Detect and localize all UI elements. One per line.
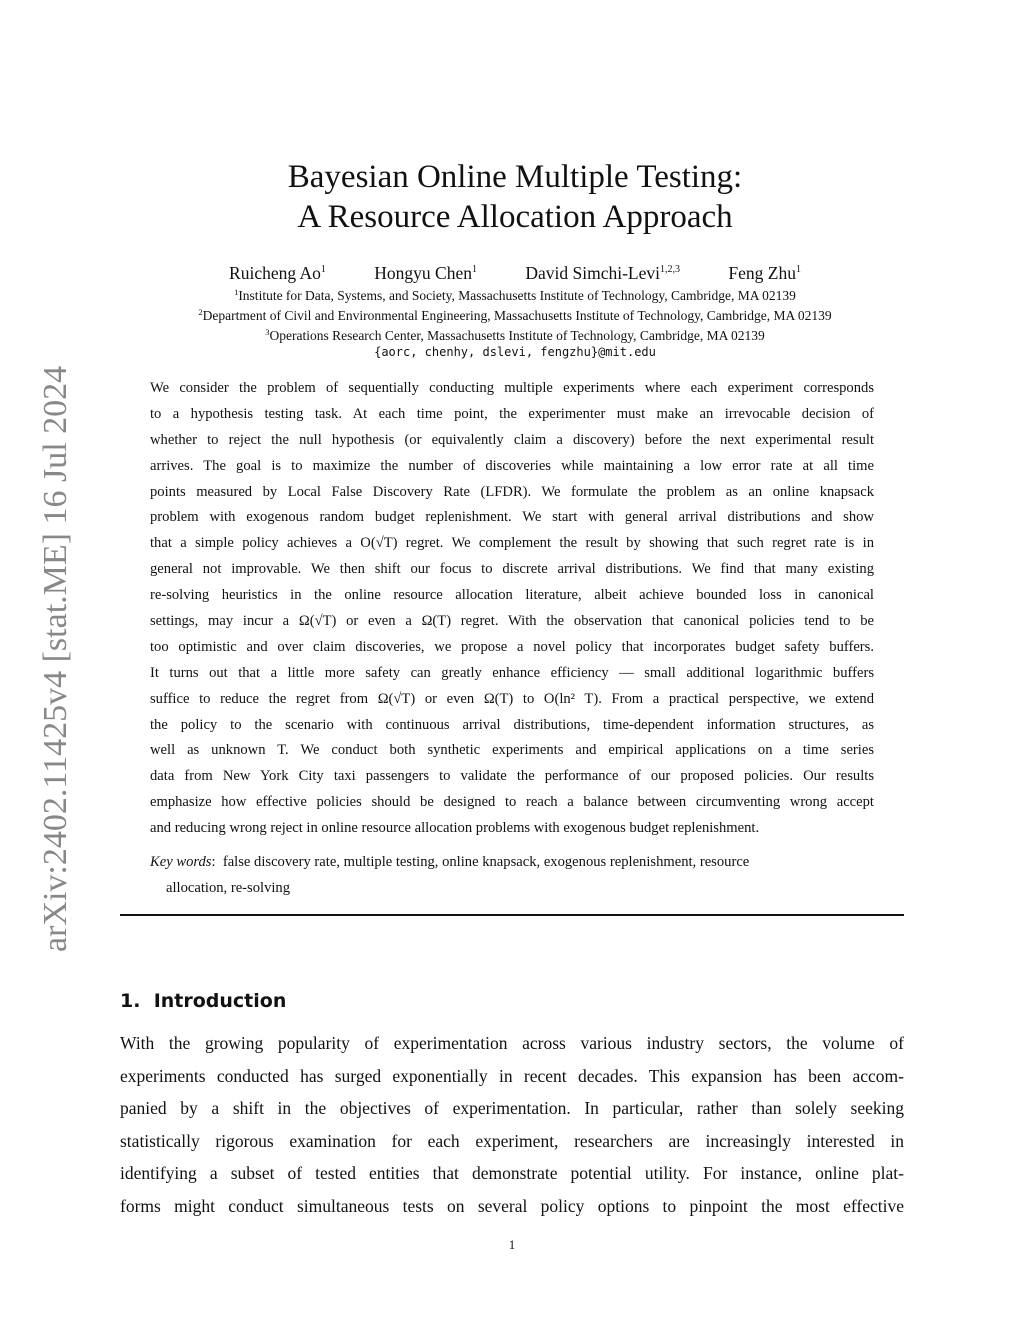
- keywords-text: false discovery rate, multiple testing, online knapsack, exogenous replenishment, resource: [222, 854, 750, 870]
- abstract-line: well as unknown T. We conduct both synthetic experiments and empirical applications on a time series: [150, 742, 874, 759]
- keywords-label: Key words: [150, 854, 212, 870]
- author-emails[interactable]: {aorc, chenhy, dslevi, fengzhu}@mit.edu: [374, 345, 656, 359]
- abstract-line: settings, may incur a Ω(√T) or even a Ω(T) regret. With the observation that canonical policies tend to be: [150, 613, 874, 630]
- introduction-body: [120, 1027, 904, 1223]
- abstract-line: problem with exogenous random budget replenishment. We start with general arrival distributions and show: [150, 509, 874, 526]
- affiliations: [120, 284, 910, 360]
- body-line: experiments conducted has surged exponentially in recent decades. This expansion has been accom-: [120, 1065, 904, 1086]
- author: Ruicheng Ao$^1$: [229, 263, 326, 283]
- abstract-line: We consider the problem of sequentially conducting multiple experiments where each experiment corresponds: [150, 380, 874, 396]
- abstract-line: to a hypothesis testing task. At each time point, the experimenter must make an irrevocable decision of: [150, 405, 874, 422]
- author: Feng Zhu$^1$: [728, 263, 801, 283]
- title-line-2: A Resource Allocation Approach: [297, 199, 733, 235]
- section-heading: [120, 988, 286, 1014]
- keywords: [150, 850, 874, 902]
- abstract-line: the policy to the scenario with continuous arrival distributions, time-dependent information structures, as: [150, 716, 874, 733]
- author: Hongyu Chen$^1$: [374, 263, 477, 283]
- keywords-first-line: Key words: false discovery rate, multiple testing, online knapsack, exogenous replenishment, resource: [150, 854, 750, 870]
- abstract-line: It turns out that a little more safety can greatly enhance efficiency — small additional logarithmic buffers: [150, 664, 874, 681]
- body-line: panied by a shift in the objectives of experimentation. In particular, rather than solely seeking: [120, 1098, 904, 1119]
- section-title: Introduction: [153, 990, 287, 1012]
- abstract-line: that a simple policy achieves a O(√T) regret. We complement the result by showing that such regret rate is in: [150, 535, 874, 552]
- abstract-line: arrives. The goal is to maximize the number of discoveries while maintaining a low error rate at all time: [150, 457, 874, 474]
- abstract-line: and reducing wrong reject in online resource allocation problems with exogenous budget replenishment.: [150, 820, 760, 837]
- body-line: identifying a subset of tested entities that demonstrate potential utility. For instance, online plat-: [120, 1163, 904, 1184]
- author: David Simchi-Levi$^{1,2,3}$: [525, 263, 680, 283]
- body-line: forms might conduct simultaneous tests on several policy options to pinpoint the most effective: [120, 1195, 904, 1216]
- author-list: [150, 259, 880, 284]
- abstract-line: suffice to reduce the regret from Ω(√T) or even Ω(T) to O(ln² T). From a practical perspective, we extend: [150, 690, 874, 707]
- abstract-line: whether to reject the null hypothesis (or equivalently claim a discovery) before the next experimental result: [150, 431, 874, 448]
- title-line-1: Bayesian Online Multiple Testing:: [287, 159, 743, 195]
- abstract-line: too optimistic and over claim discoveries, we propose a novel policy that incorporates budget safety buffers.: [150, 638, 874, 655]
- abstract-line: points measured by Local False Discovery Rate (LFDR). We formulate the problem as an online knapsack: [150, 483, 874, 500]
- affiliation: $^3$Operations Research Center, Massachusetts Institute of Technology, Cambridge, MA 02139: [265, 327, 765, 343]
- affiliation: $^1$Institute for Data, Systems, and Society, Massachusetts Institute of Technology, Cambridge, MA 02139: [234, 287, 796, 303]
- body-line: statistically rigorous examination for each experiment, researchers are increasingly interested in: [120, 1130, 904, 1151]
- keywords-text-continued: allocation, re-solving: [166, 879, 291, 896]
- page-number: 1: [508, 1237, 516, 1252]
- affiliation: $^2$Department of Civil and Environmental Engineering, Massachusetts Institute of Technology, Cambridge, MA 02139: [198, 307, 832, 323]
- abstract-line: general not improvable. We then shift our focus to discrete arrival distributions. We find that many existing: [150, 561, 874, 578]
- body-line: With the growing popularity of experimentation across various industry sectors, the volume of: [120, 1033, 904, 1053]
- abstract-line: re-solving heuristics in the online resource allocation literature, albeit achieve bounded loss in canonical: [150, 587, 874, 604]
- abstract-line: data from New York City taxi passengers to validate the performance of our proposed policies. Our results: [150, 768, 874, 785]
- paper-title: [150, 157, 880, 237]
- arxiv-identifier-stamp[interactable]: arXiv:2402.11425v4 [stat.ME] 16 Jul 2024: [37, 365, 74, 952]
- section-divider: [120, 914, 904, 916]
- section-number: 1.: [120, 990, 141, 1012]
- abstract: [150, 376, 874, 842]
- abstract-line: emphasize how effective policies should be designed to reach a balance between circumventing wrong accept: [150, 794, 874, 811]
